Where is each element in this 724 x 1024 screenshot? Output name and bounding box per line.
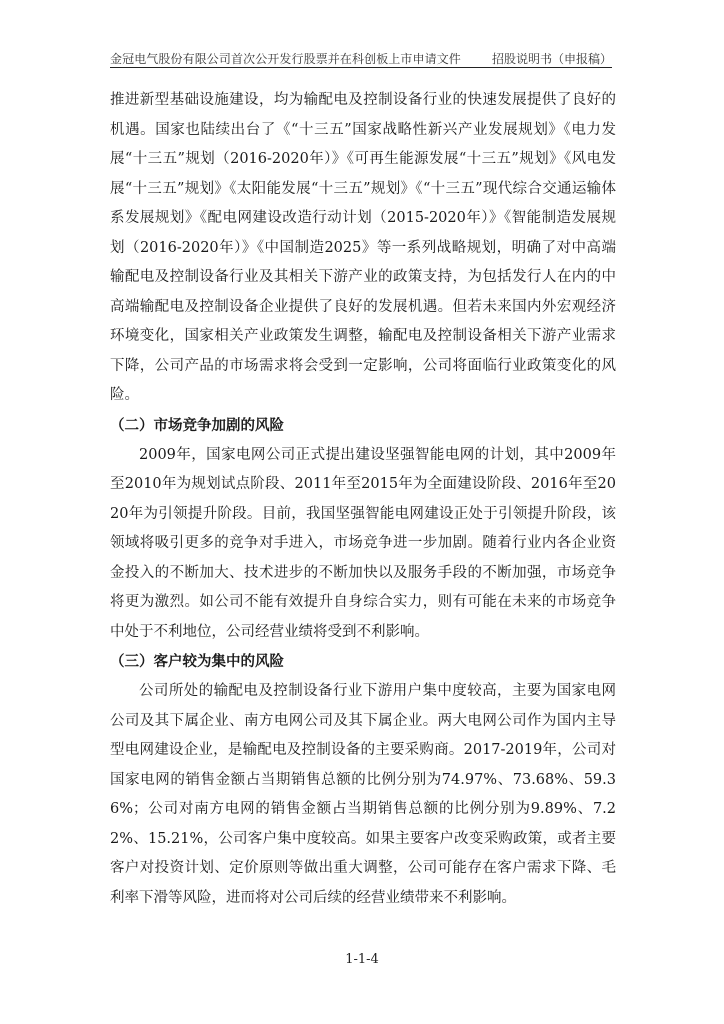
page-number: 1-1-4 — [345, 952, 379, 967]
page-body — [110, 86, 616, 913]
header-document-title: 金冠电气股份有限公司首次公开发行股票并在科创板上市申请文件 — [110, 52, 461, 66]
header-document-type: 招股说明书（申报稿） — [491, 52, 612, 66]
paragraph-market-competition: 2009年，国家电网公司正式提出建设坚强智能电网的计划，其中2009年至2010年为规划试点阶段、2011年至2015年为全面建设阶段、2016年至2020年为引领提升阶段。目前，我国坚强智能电网建设正处于引领提升阶段，该领域将吸引更多的竞争对手进入，市场竞争进一步加剧。随着行业内各企业资金投入的不断加大、技术进步的不断加快以及服务手段的不断加强，市场竞争将更为激烈。如公司不能有效提升自身综合实力，则有可能在未来的市场竞争中处于不利地位，公司经营业绩将受到不利影响。 — [110, 446, 616, 640]
paragraph-policy-risk-continued: 推进新型基础设施建设，均为输配电及控制设备行业的快速发展提供了良好的机遇。国家也陆续出台了《“十三五”国家战略性新兴产业发展规划》《电力发展“十三五”规划（2016-2020年）》《可再生能源发展“十三五”规划》《风电发展“十三五”规划》《太阳能发展“十三五”规划》《“十三五”现代综合交通运输体系发展规划》《配电网建设改造行动计划（2015-2020年）》《智能制造发展规划（2016-2020年）》《中国制造2025》等一系列战略规划，明确了对中高端输配电及控制设备行业及其相关下游产业的政策支持，为包括发行人在内的中高端输配电及控制设备企业提供了良好的发展机遇。但若未来国内外宏观经济环境变化，国家相关产业政策发生调整，输配电及控制设备相关下游产业需求下降，公司产品的市场需求将会受到一定影响，公司将面临行业政策变化的风险。 — [110, 92, 616, 403]
section-heading-market-competition: （二）市场竞争加剧的风险 — [110, 417, 284, 434]
page-header — [110, 47, 612, 68]
paragraph-customer-concentration: 公司所处的输配电及控制设备行业下游用户集中度较高，主要为国家电网公司及其下属企业、南方电网公司及其下属企业。两大电网公司作为国内主导型电网建设企业，是输配电及控制设备的主要采购商。2017-2019年，公司对国家电网的销售金额占当期销售总额的比例分别为74.97%、73.68%、59.36%；公司对南方电网的销售金额占当期销售总额的比例分别为9.89%、7.22%、15.21%，公司客户集中度较高。如果主要客户改变采购政策，或者主要客户对投资计划、定价原则等做出重大调整，公司可能存在客户需求下降、毛利率下滑等风险，进而将对公司后续的经营业绩带来不利影响。 — [110, 683, 616, 906]
section-heading-customer-concentration: （三）客户较为集中的风险 — [110, 654, 284, 670]
